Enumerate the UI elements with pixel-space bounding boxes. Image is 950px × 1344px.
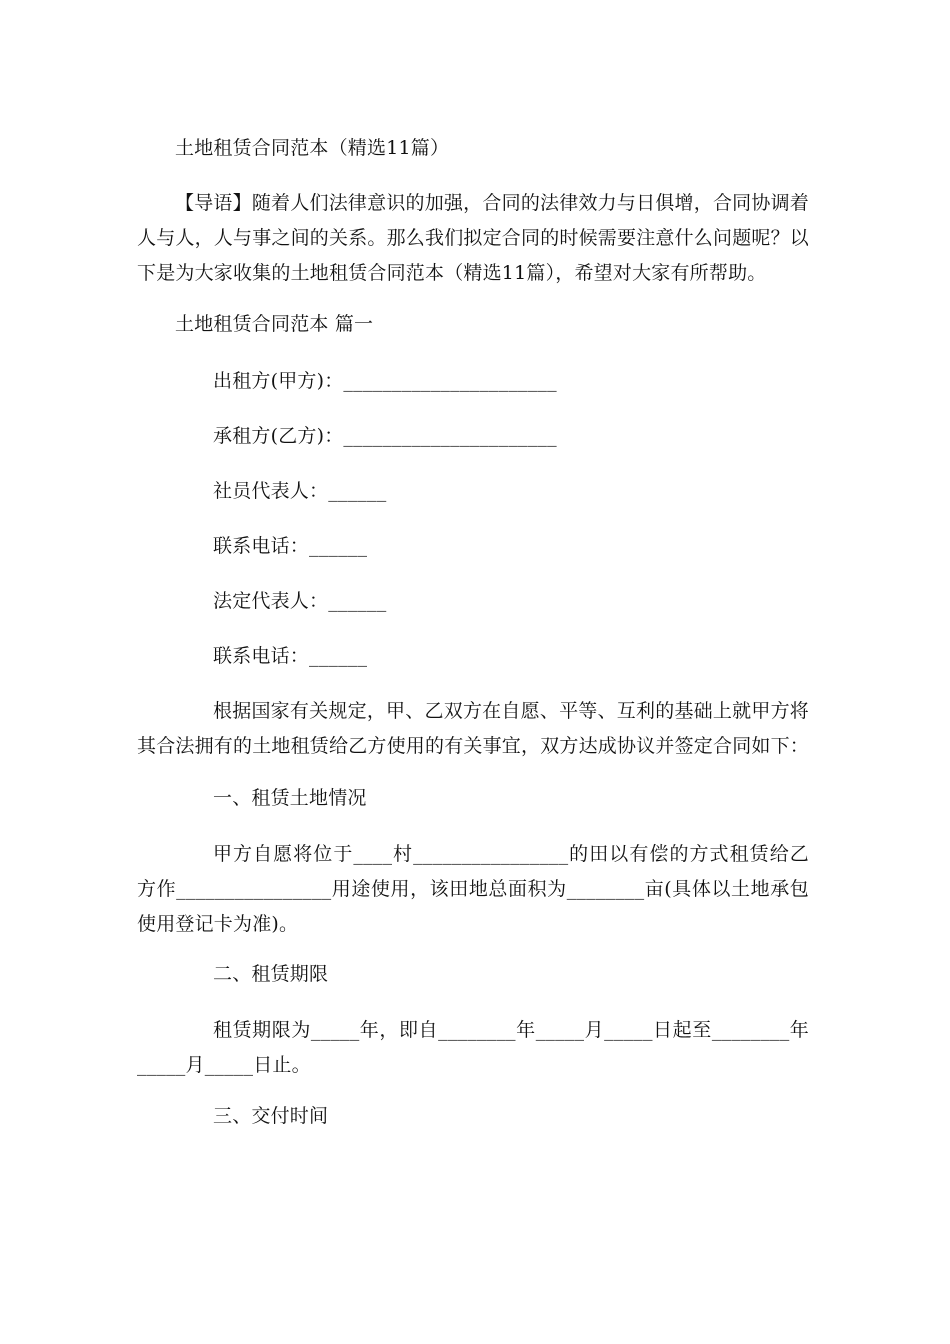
- section-title: 土地租赁合同范本 篇一: [175, 313, 374, 335]
- clause-1-body: 甲方自愿将位于____村________________的田以有偿的方式租赁给乙方作________________用途使用，该田地总面积为________亩(具体以土地承包使用登记卡为准)。: [137, 843, 809, 935]
- phone-field-1: 联系电话：______: [213, 535, 368, 557]
- lessor-field: 出租方(甲方)：______________________: [213, 370, 557, 392]
- clause-1-heading: 一、租赁土地情况: [213, 787, 367, 809]
- clause-2-body: 租赁期限为_____年，即自________年_____月_____日起至________年_____月_____日止。: [137, 1019, 809, 1076]
- legal-rep-field: 法定代表人：______: [213, 590, 387, 612]
- clause-3-heading: 三、交付时间: [213, 1105, 329, 1127]
- document-title: 土地租赁合同范本（精选11篇）: [175, 137, 450, 159]
- preamble-paragraph: 根据国家有关规定，甲、乙双方在自愿、平等、互利的基础上就甲方将其合法拥有的土地租赁给乙方使用的有关事宜，双方达成协议并签定合同如下：: [137, 700, 810, 757]
- phone-field-2: 联系电话：______: [213, 645, 368, 667]
- member-rep-field: 社员代表人：______: [213, 480, 387, 502]
- lessee-field: 承租方(乙方)：______________________: [213, 425, 557, 447]
- clause-2-heading: 二、租赁期限: [213, 963, 329, 985]
- intro-paragraph: 【导语】随着人们法律意识的加强，合同的法律效力与日俱增，合同协调着人与人，人与事之间的关系。那么我们拟定合同的时候需要注意什么问题呢？以下是为大家收集的土地租赁合同范本（精选11篇），希望对大家有所帮助。: [137, 192, 810, 284]
